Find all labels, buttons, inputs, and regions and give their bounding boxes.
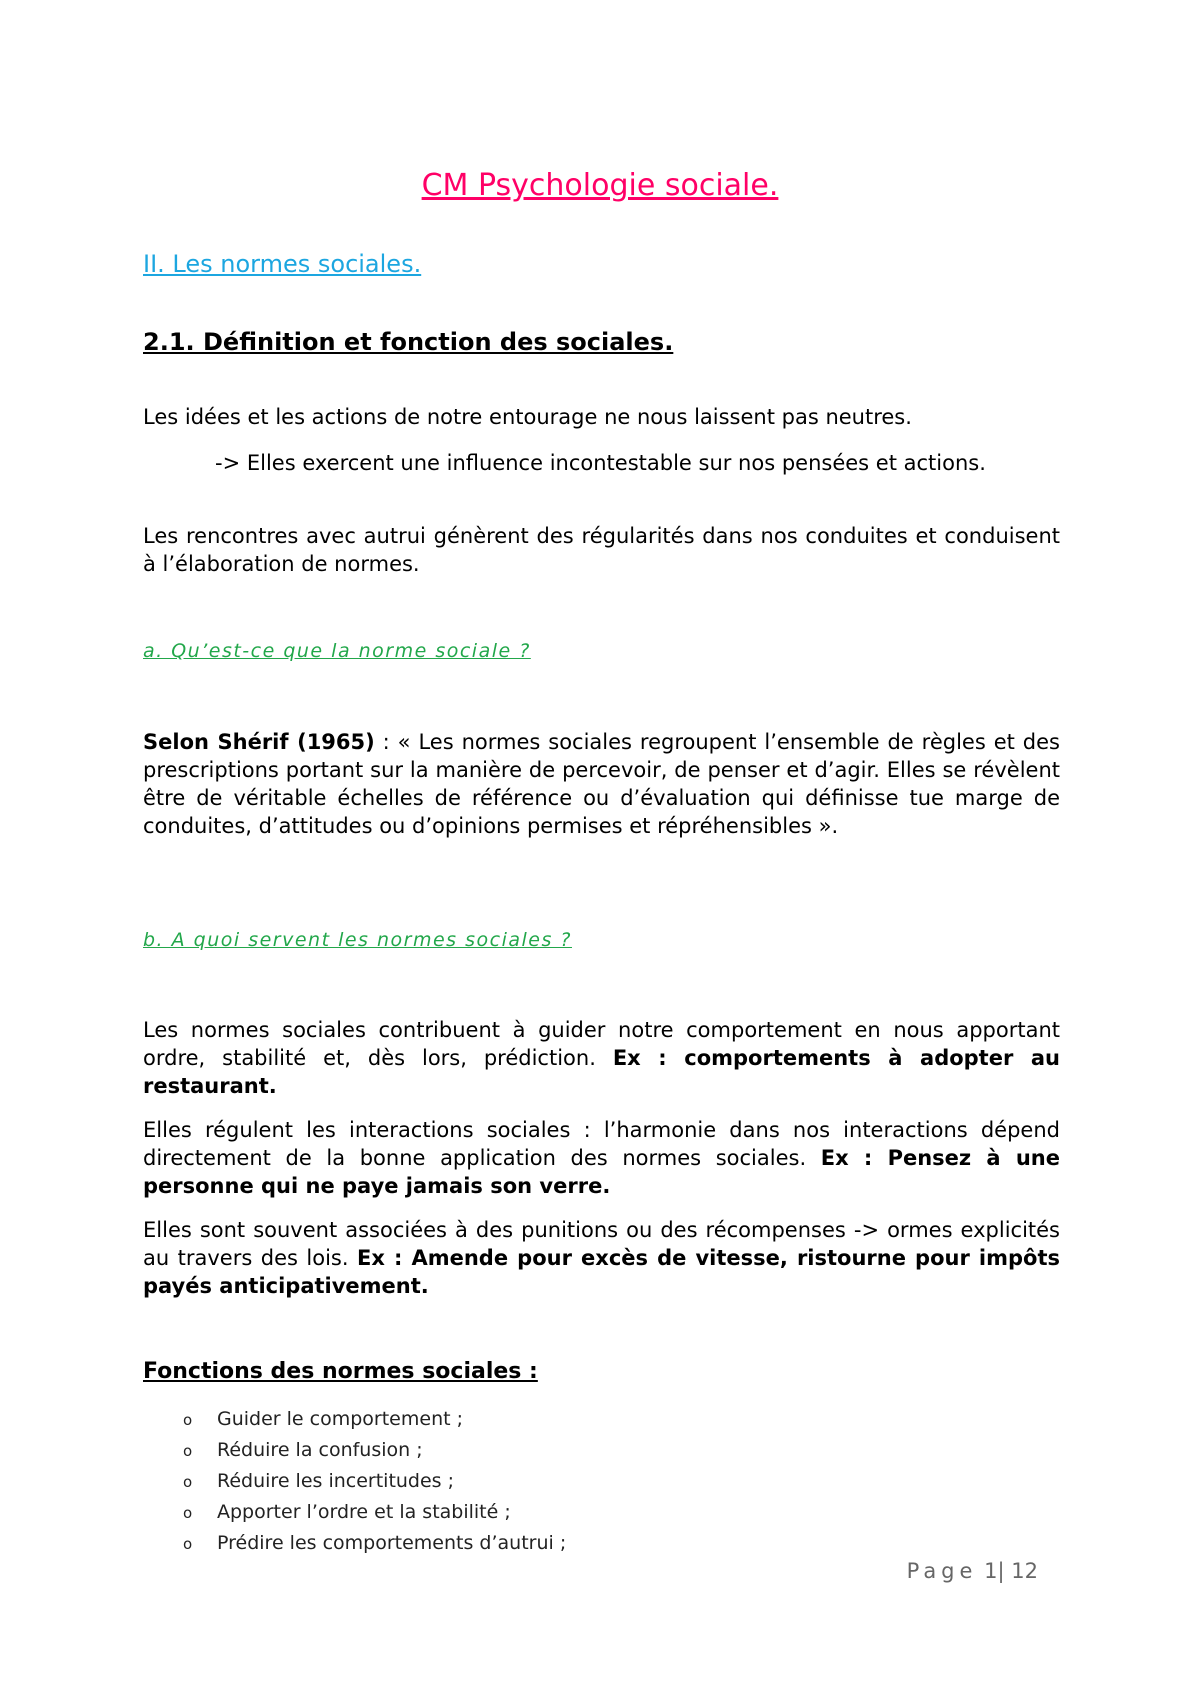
purpose-paragraph-2 [143, 1116, 1060, 1200]
part-a-heading: a. Qu’est-ce que la norme sociale ? [143, 640, 531, 662]
purpose-text-3: Elles sont souvent associées à des punitions ou des récompenses -> ormes explicités au travers des lois. [143, 1218, 1060, 1270]
purpose-text-1: Les normes sociales contribuent à guider notre comportement en nous apportant ordre, stabilité et, dès lors, prédiction. [143, 1018, 1060, 1070]
bullet-icon: o [183, 1442, 193, 1460]
bullet-icon: o [183, 1504, 193, 1522]
section-heading: II. Les normes sociales. [143, 250, 422, 278]
purpose-example-1: Ex : comportements à adopter au restaurant. [143, 1046, 1061, 1098]
definition-author: Selon Shérif (1965) [143, 730, 375, 754]
list-item-text: Apporter l’ordre et la stabilité ; [217, 1501, 511, 1523]
bullet-icon: o [183, 1535, 193, 1553]
page-label: Page [906, 1559, 978, 1583]
list-item [183, 1404, 566, 1435]
page-separator: | [997, 1559, 1005, 1583]
list-item [183, 1528, 566, 1559]
list-item-text: Prédire les comportements d’autrui ; [217, 1532, 567, 1554]
purpose-example-2: Ex : Pensez à une personne qui ne paye jamais son verre. [143, 1146, 1060, 1198]
bullet-icon: o [183, 1411, 193, 1429]
functions-heading: Fonctions des normes sociales : [143, 1359, 538, 1384]
list-item [183, 1497, 566, 1528]
intro-paragraph-1: Les idées et les actions de notre entourage ne nous laissent pas neutres. [143, 405, 912, 429]
purpose-text-2: Elles régulent les interactions sociales : l’harmonie dans nos interactions dépend directement de la bonne application des normes sociales. [143, 1118, 1060, 1170]
part-b-heading: b. A quoi servent les normes sociales ? [143, 929, 572, 951]
subsection-heading: 2.1. Définition et fonction des sociales. [143, 328, 674, 356]
list-item-text: Réduire la confusion ; [217, 1439, 423, 1461]
bullet-icon: o [183, 1473, 193, 1491]
purpose-paragraph-1 [143, 1016, 1060, 1100]
purpose-example-3: Ex : Amende pour excès de vitesse, ristourne pour impôts payés anticipativement. [143, 1246, 1060, 1298]
purpose-paragraph-3 [143, 1216, 1060, 1300]
list-item-text: Réduire les incertitudes ; [217, 1470, 455, 1492]
list-item-text: Guider le comportement ; [217, 1408, 463, 1430]
intro-paragraph-2: -> Elles exercent une influence incontestable sur nos pensées et actions. [215, 451, 986, 475]
definition-quote: : « Les normes sociales regroupent l’ensemble de règles et des prescriptions portant sur la manière de percevoir, de penser et d’agir. Elles se révèlent être de véritable échelles de référence ou d’évaluation qui définisse tue marge de conduites, d’attitudes ou d’opinions permises et répréhensibles ». [143, 730, 1060, 838]
document-title: CM Psychologie sociale. [421, 168, 779, 203]
definition-paragraph [143, 728, 1060, 840]
functions-list [183, 1404, 566, 1559]
intro-paragraph-3: Les rencontres avec autrui génèrent des régularités dans nos conduites et conduisent à l’élaboration de normes. [143, 524, 1060, 576]
page-footer [907, 1559, 1038, 1583]
list-item [183, 1466, 566, 1497]
page-number: 1 [984, 1559, 998, 1583]
list-item [183, 1435, 566, 1466]
page-total: 12 [1011, 1559, 1038, 1583]
